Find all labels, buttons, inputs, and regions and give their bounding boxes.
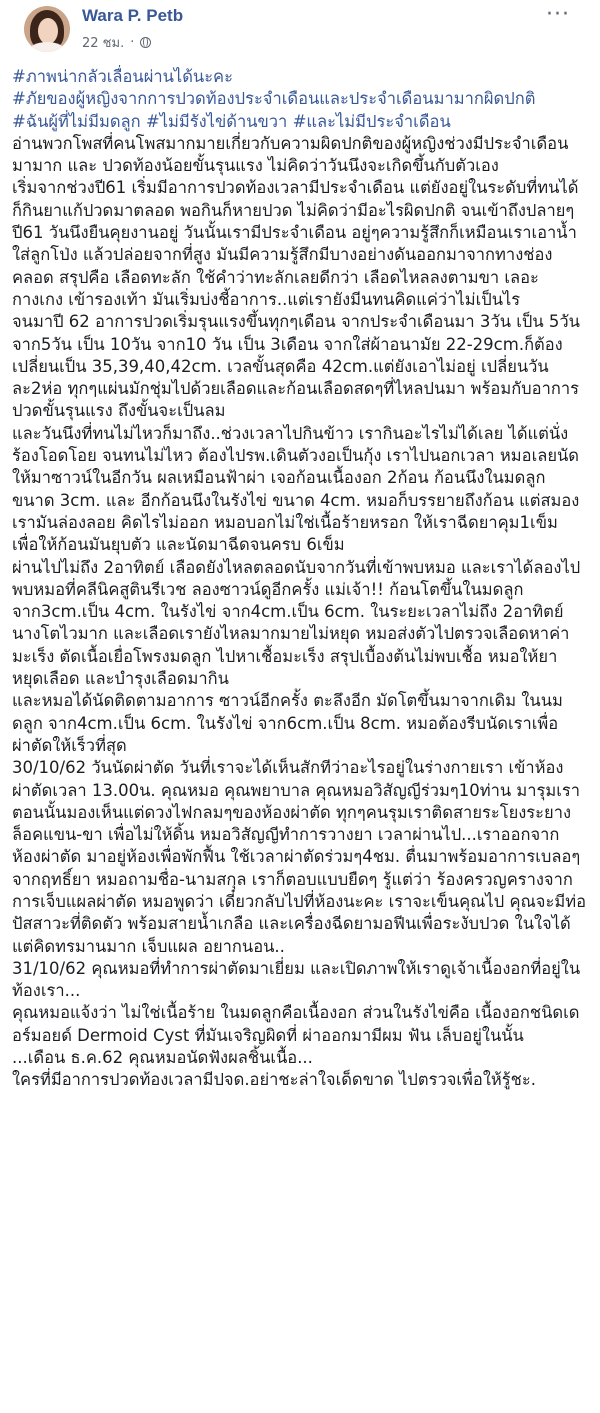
post-body [12,66,586,1092]
post-paragraph: เริ่มจากช่วงปี61 เริ่มมีอาการปวดท้องเวลามีประจำเดือน แต่ยังอยู่ในระดับที่ทนได้ ก็กินยาแก้ปวดมาตลอด พอกินก็หายปวด ไม่คิดว่ามีอะไรผิดปกติ จนเข้าถึงปลายๆปี61 วันนึงยืนคุยงานอยู่ วันนั้นเรามีประจำเดือน อยู่ๆความรู้สึกก็เหมือนเราเอาน้ำใส่ลูกโป่ง แล้วปล่อยจากที่สูง มันมีความรู้สึกมีบางอย่างดันออกมาจากทางช่องคลอด สรุปคือ เลือดทะลัก ใช้คำว่าทะลักเลยดีกว่า เลือดไหลลงตามขา เลอะกางเกง เข้ารองเท้า มันเริ่มบ่งชี้อาการ..แต่เรายังมีนทนคิดแค่ว่าไม่เป็นไร [12,178,579,309]
post-time[interactable]: 22 ชม. [82,36,125,51]
post-paragraph: 31/10/62 คุณหมอที่ทำการผ่าตัดมาเยี่ยม และเปิดภาพให้เราดูเจ้าเนื้องอกที่อยู่ในท้องเรา... [12,958,581,1001]
post-paragraph: ใครที่มีอาการปวดท้องเวลามีปจด.อย่าชะล่าใจเด็ดขาด ไปตรวจเพื่อให้รู้ชะ. [12,1070,536,1090]
post-header [12,0,586,66]
post-paragraph: คุณหมอแจ้งว่า ไม่ใช่เนื้อร้าย ในมดลูกคือเนื้องอก ส่วนในรังไข่คือ เนื้องอกชนิดเดอร์มอยด์ Dermoid Cyst ที่มันเจริญผิดที่ ผ่าออกมามีผม ฟัน เล็บอยู่ในนั้น [12,1003,580,1045]
post-paragraph: และวันนึงที่ทนไม่ไหวก็มาถึง..ช่วงเวลาไปกินข้าว เรากินอะไรไม่ได้เลย ได้แต่นั่งร้องโอดโอย จนทนไม่ไหว ต้องไปรพ.เดินตัวงอเป็นกุ้ง เราไปนอกเวลา หมอเลยนัดให้มาซาวน์ในอีกวัน ผลเหมือนฟ้าผ่า เจอก้อนเนื้องอก 2ก้อน ก้อนนึงในมดลูก ขนาด 3cm. และ อีกก้อนนึงในรังไข่ ขนาด 4cm. หมอก็บรรยายถึงก้อน แต่สมองเรามันล่องลอย คิดไรไม่ออก หมอบอกไม่ใช่เนื้อร้ายหรอก ให้เราฉีดยาคุม1เข็ม เพื่อให้ก้อนมันยุบตัว และนัดมาฉีดจนครบ 6เข็ม [12,423,580,555]
post-meta [82,32,151,53]
post-paragraph: และหมอได้นัดติดตามอาการ ซาวน์อีกครั้ง ตะลึงอีก มัดโตขึ้นมาจากเดิม ในนมดลูก จาก4cm.เป็น 6cm. ในรังไข่ จาก6cm.เป็น 8cm. หมอต้องรีบนัดเราเพื่อผ่าตัดให้เร็วที่สุด [12,691,563,755]
globe-icon[interactable] [140,37,151,48]
author-name[interactable]: Wara P. Petb [82,6,184,25]
hashtag-line[interactable]: #ภาพน่ากลัวเลื่อนผ่านได้นะคะ [12,67,233,86]
meta-separator: · [130,35,135,50]
post-paragraph: 30/10/62 วันนัดผ่าตัด วันที่เราจะได้เห็นสักทีว่าอะไรอยู่ในร่างกายเรา เข้าห้องผ่าตัดเวลา 13.00น. คุณหมอ คุณพยาบาล คุณหมอวิสัญญีร่วมๆ10ท่าน มารุมเรา ตอนนั้นมองเห็นแต่ดวงไฟกลมๆของห้องผ่าตัด ทุกๆคนรุมเราติดสายระโยงระยาง ล็อคแขน-ขา เพื่อไม่ให้ดิ้น หมอวิสัญญีทำการวางยา เวลาผ่านไป...เราออกจากห้องผ่าตัด มาอยู่ห้องเพื่อพักฟื้น ใช้เวลาผ่าตัดร่วมๆ4ชม. ตื่นมาพร้อมอาการเบลอๆ จากฤทธิ์ยา หมอถามชื่อ-นามสกุล เราก็ตอบแบบยืดๆ รู้แต่ว่า ร้องครวญครางจากการเจ็บแผลผ่าตัด หมอพูดว่า เดี๋ยวกลับไปที่ห้องนะคะ เราจะเข็นคุณไป คุณจะมีท่อปัสสาวะที่ติดตัว พร้อมสายน้ำเกลือ และเครื่องฉีดยามอฟีนเพื่อระงับปวด ในใจได้แต่คิดทรมานมาก เจ็บแผล อยากนอน.. [12,758,586,956]
author-avatar[interactable] [24,6,70,52]
post-paragraph: ผ่านไปไม่ถึง 2อาทิตย์ เลือดยังไหลตลอดนับจากวันที่เข้าพบหมอ และเราได้ลองไปพบหมอที่คลีนิคสูตินรีเวช ลองซาวน์ดูอีกครั้ง แม่เจ้า!! ก้อนโตขึ้นในมดลูก จาก3cm.เป็น 4cm. ในรังไข่ จาก4cm.เป็น 6cm. ในระยะเวลาไม่ถึง 2อาทิตย์ นางโตไวมาก และเลือดเรายังไหลมากมายไม่หยุด หมอส่งตัวไปตรวจเลือดหาค่ามะเร็ง ตัดเนื้อเยื่อโพรงมดลูก ไปหาเชื้อมะเร็ง สรุปเบื้องต้นไม่พบเชื้อ หมอให้ยาหยุดเลือด และบำรุงเลือดมากิน [12,557,581,689]
hashtag-line[interactable]: #ฉันผู้ที่ไม่มีมดลูก #ไม่มีรังไข่ด้านขวา #และไม่มีประจำเดือน [12,111,451,131]
post-paragraph: ...เดือน ธ.ค.62 คุณหมอนัดฟังผลชิ้นเนื้อ... [12,1048,313,1068]
more-dots-icon[interactable]: ··· [546,2,570,27]
post-paragraph: อ่านพวกโพสที่คนโพสมากมายเกี่ยวกับความผิดปกติของผู้หญิงช่วงมีประจำเดือน มามาก และ ปวดท้องน้อยขั้นรุนแรง ไม่คิดว่าวันนึงจะเกิดขึ้นกับตัวเอง [12,133,569,176]
hashtag-line[interactable]: #ภัยของผู้หญิงจากการปวดท้องประจำเดือนและประจำเดือนมามากผิดปกติ [12,89,536,109]
post-paragraph: จนมาปี 62 อาการปวดเริ่มรุนแรงขึ้นทุกๆเดือน จากประจำเดือนมา 3วัน เป็น 5วัน จาก5วัน เป็น 10วัน จาก10 วัน เป็น 3เดือน จากใส่ผ้าอนามัย 22-29cm.ก็ต้องเปลี่ยนเป็น 35,39,40,42cm. เวลขั้นสุดคือ 42cm.แต่ยังเอาไม่อยู่ เปลี่ยนวันละ2ห่อ ทุกๆแผ่นมักชุ่มไปด้วยเลือดและก้อนเลือดสดๆที่ไหลปนมา พร้อมกับอาการปวดขั้นรุนแรง ถึงขั้นจะเป็นลม [12,312,580,421]
